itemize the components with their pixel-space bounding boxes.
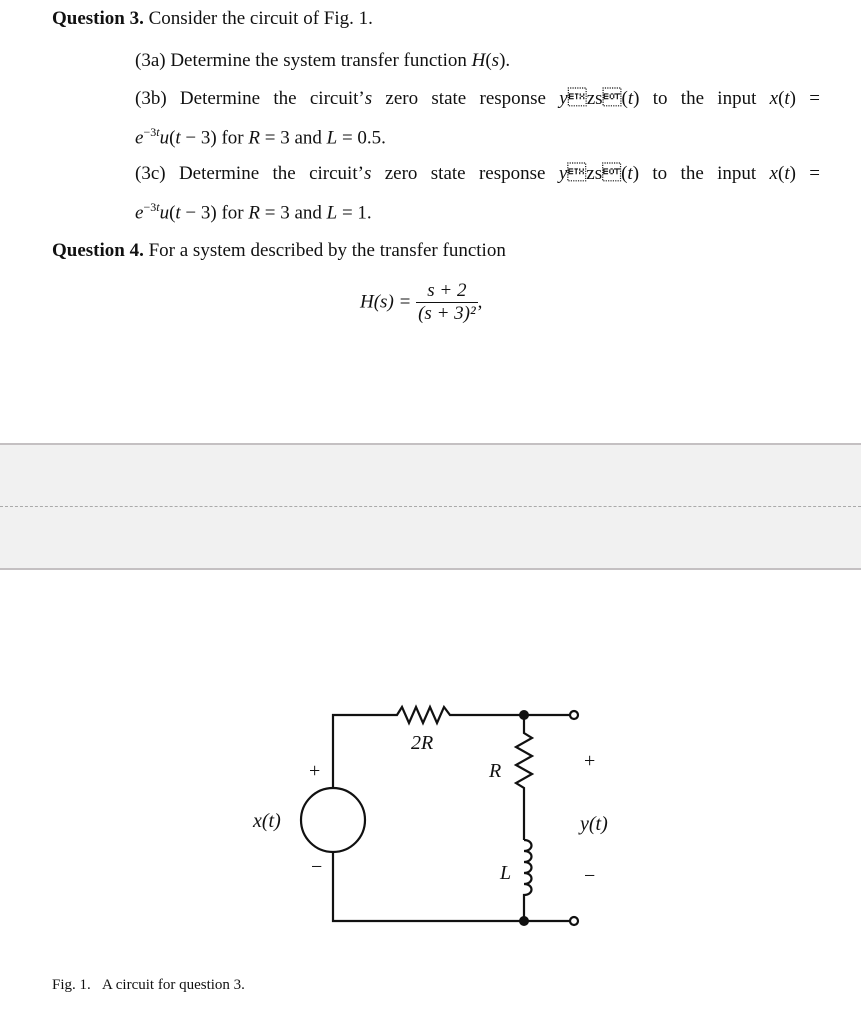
question-4-intro: For a system described by the transfer function	[148, 240, 506, 261]
equation-comma: ,	[477, 291, 483, 313]
inductor-label: L	[500, 862, 512, 884]
equation-lhs: H(s) =	[360, 291, 412, 313]
caption-figure-number: Fig. 1.	[52, 977, 91, 993]
series-resistor-label: 2R	[411, 732, 434, 754]
node-top	[519, 710, 529, 720]
output-terminal-bottom	[570, 917, 578, 925]
voltage-source-icon	[301, 788, 365, 852]
question-4-title: Question 4.	[52, 240, 144, 261]
question-3a: (3a) Determine the system transfer function H(s).	[135, 50, 511, 71]
output-minus-sign: −	[584, 865, 596, 887]
question-3c-line2: $e^{-3t}u(t - 3)$ for R = 3 and L = 1.	[135, 200, 372, 224]
bottom-wire	[333, 852, 570, 921]
figure-caption	[52, 977, 245, 994]
source-plus-sign: +	[309, 760, 321, 782]
question-3b-line2: $e^{-3t}u(t - 3)$ for R = 3 and L = 0.5.	[135, 125, 386, 149]
source-label: x(t)	[253, 810, 281, 832]
question-3-title: Question 3.	[52, 8, 144, 29]
caption-text: A circuit for question 3.	[102, 977, 245, 993]
shunt-resistor-label: R	[489, 760, 502, 782]
question-3-intro: Consider the circuit of Fig. 1.	[148, 8, 373, 29]
node-bottom	[519, 916, 529, 926]
inductor-icon	[524, 840, 532, 921]
question-3b-line1: (3b) Determine the circuit’s zero state response yzs(t) to the input x(t) =	[135, 88, 820, 109]
equation-numerator: s + 2	[416, 280, 478, 303]
shunt-resistor-icon	[516, 715, 532, 840]
question-3c-line1: (3c) Determine the circuit’s zero state response yzs(t) to the input x(t) =	[135, 163, 821, 184]
source-minus-sign: −	[311, 856, 323, 878]
top-wire	[333, 707, 570, 788]
output-terminal-top	[570, 711, 578, 719]
output-label: y(t)	[580, 813, 608, 835]
output-plus-sign: +	[584, 750, 596, 772]
equation-denominator: (s + 3)²	[418, 303, 476, 324]
